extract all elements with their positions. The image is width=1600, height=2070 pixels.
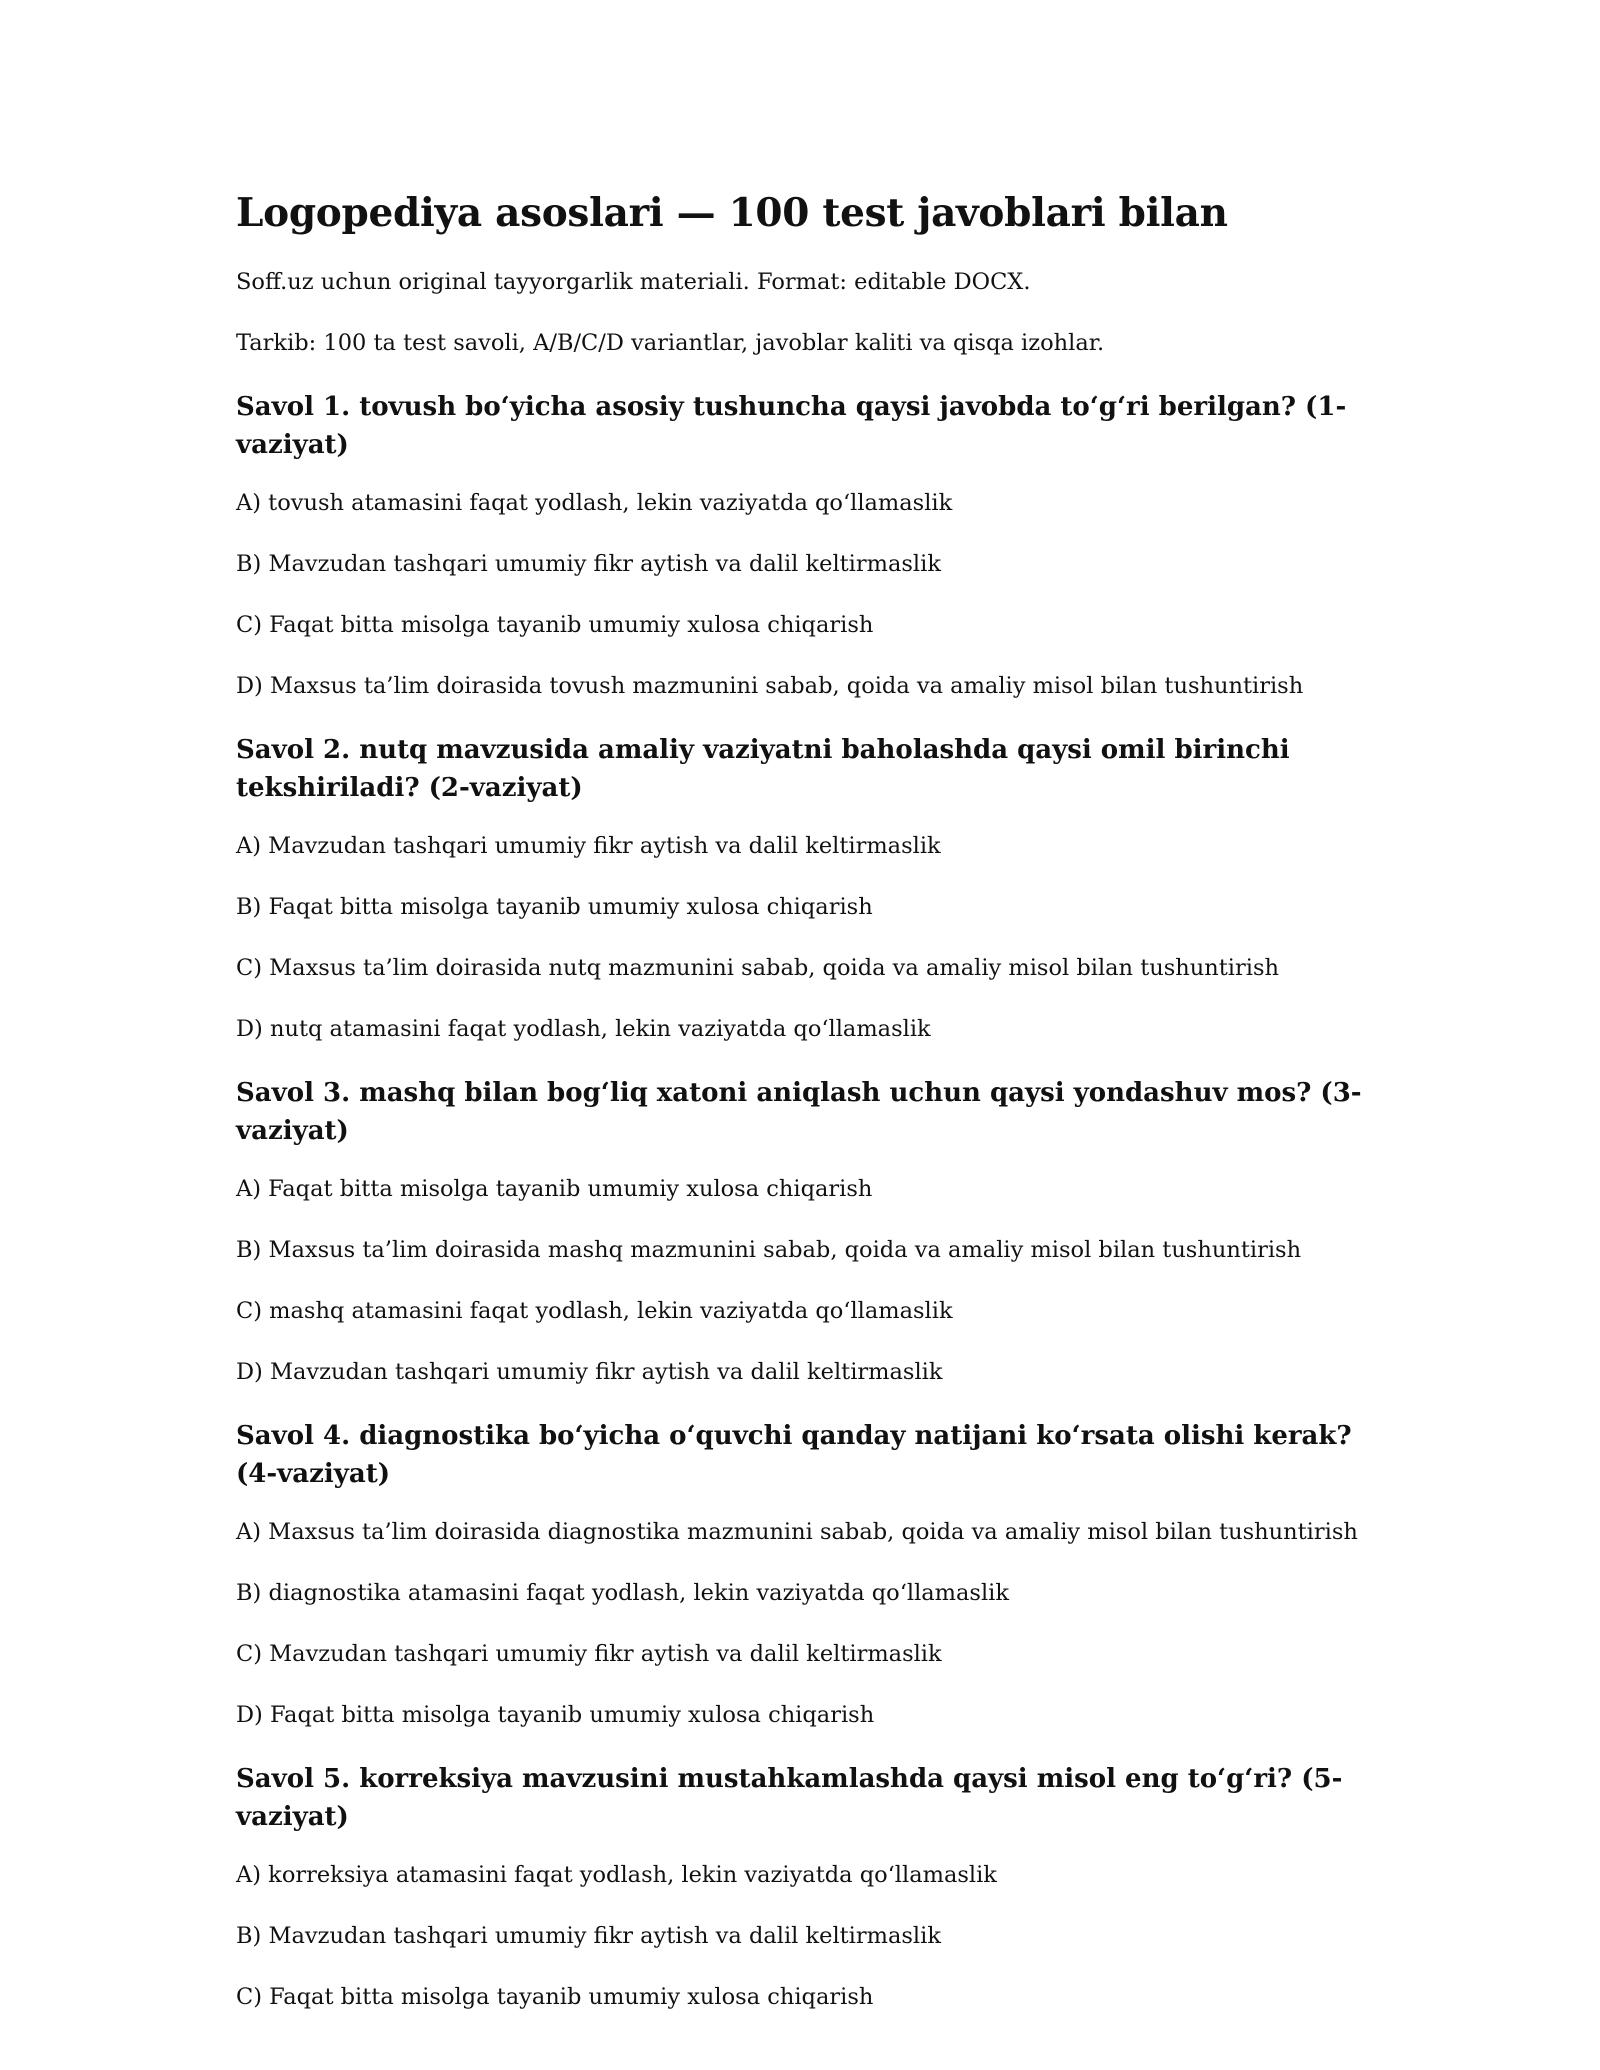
question-text: Savol 2. nutq mavzusida amaliy vaziyatni baholashda qaysi omil birinchi tekshiriladi? (2-vaziyat) [236,735,1290,803]
answer-option: C) Mavzudan tashqari umumiy fikr aytish va dalil keltirmaslik [236,1641,942,1667]
answer-option: A) Maxsus ta’lim doirasida diagnostika mazmunini sabab, qoida va amaliy misol bilan tushuntirish [236,1519,1358,1545]
answer-option: D) nutq atamasini faqat yodlash, lekin vaziyatda qo‘llamaslik [236,1016,931,1042]
answer-option: C) mashq atamasini faqat yodlash, lekin vaziyatda qo‘llamaslik [236,1298,953,1324]
answer-option: A) korreksiya atamasini faqat yodlash, lekin vaziyatda qo‘llamaslik [236,1862,997,1888]
answer-option: B) diagnostika atamasini faqat yodlash, lekin vaziyatda qo‘llamaslik [236,1580,1009,1606]
question-block [236,1760,1370,2013]
answer-option: C) Faqat bitta misolga tayanib umumiy xulosa chiqarish [236,612,874,638]
question-text: Savol 4. diagnostika bo‘yicha o‘quvchi qanday natijani ko‘rsata olishi kerak? (4-vaziyat) [236,1421,1352,1489]
answer-option: C) Faqat bitta misolga tayanib umumiy xulosa chiqarish [236,1984,874,2010]
intro-paragraph: Tarkib: 100 ta test savoli, A/B/C/D variantlar, javoblar kaliti va qisqa izohlar. [236,330,1105,356]
question-block [236,388,1370,702]
answer-option: D) Mavzudan tashqari umumiy fikr aytish va dalil keltirmaslik [236,1359,943,1385]
answer-option: C) Maxsus ta’lim doirasida nutq mazmunini sabab, qoida va amaliy misol bilan tushuntirish [236,955,1279,981]
question-text: Savol 1. tovush bo‘yicha asosiy tushuncha qaysi javobda to‘g‘ri berilgan? (1-vaziyat) [236,392,1347,460]
answer-option: B) Mavzudan tashqari umumiy fikr aytish va dalil keltirmaslik [236,551,941,577]
answer-option: B) Faqat bitta misolga tayanib umumiy xulosa chiqarish [236,894,873,920]
answer-option: B) Mavzudan tashqari umumiy fikr aytish va dalil keltirmaslik [236,1923,941,1949]
answer-option: D) Maxsus ta’lim doirasida tovush mazmunini sabab, qoida va amaliy misol bilan tushuntirish [236,673,1304,699]
answer-option: A) tovush atamasini faqat yodlash, lekin vaziyatda qo‘llamaslik [236,490,953,516]
document-title: Logopediya asoslari — 100 test javoblari bilan [236,190,1228,236]
answer-option: D) Faqat bitta misolga tayanib umumiy xulosa chiqarish [236,1702,875,1728]
question-block [236,1417,1370,1731]
question-block [236,1074,1370,1388]
intro-paragraph: Soff.uz uchun original tayyorgarlik materiali. Format: editable DOCX. [236,269,1031,295]
answer-option: A) Mavzudan tashqari umumiy fikr aytish va dalil keltirmaslik [236,833,941,859]
answer-option: B) Maxsus ta’lim doirasida mashq mazmunini sabab, qoida va amaliy misol bilan tushuntirish [236,1237,1302,1263]
question-text: Savol 5. korreksiya mavzusini mustahkamlashda qaysi misol eng to‘g‘ri? (5-vaziyat) [236,1764,1343,1832]
answer-option: A) Faqat bitta misolga tayanib umumiy xulosa chiqarish [236,1176,873,1202]
question-block [236,731,1370,1045]
question-text: Savol 3. mashq bilan bog‘liq xatoni aniqlash uchun qaysi yondashuv mos? (3-vaziyat) [236,1078,1362,1146]
